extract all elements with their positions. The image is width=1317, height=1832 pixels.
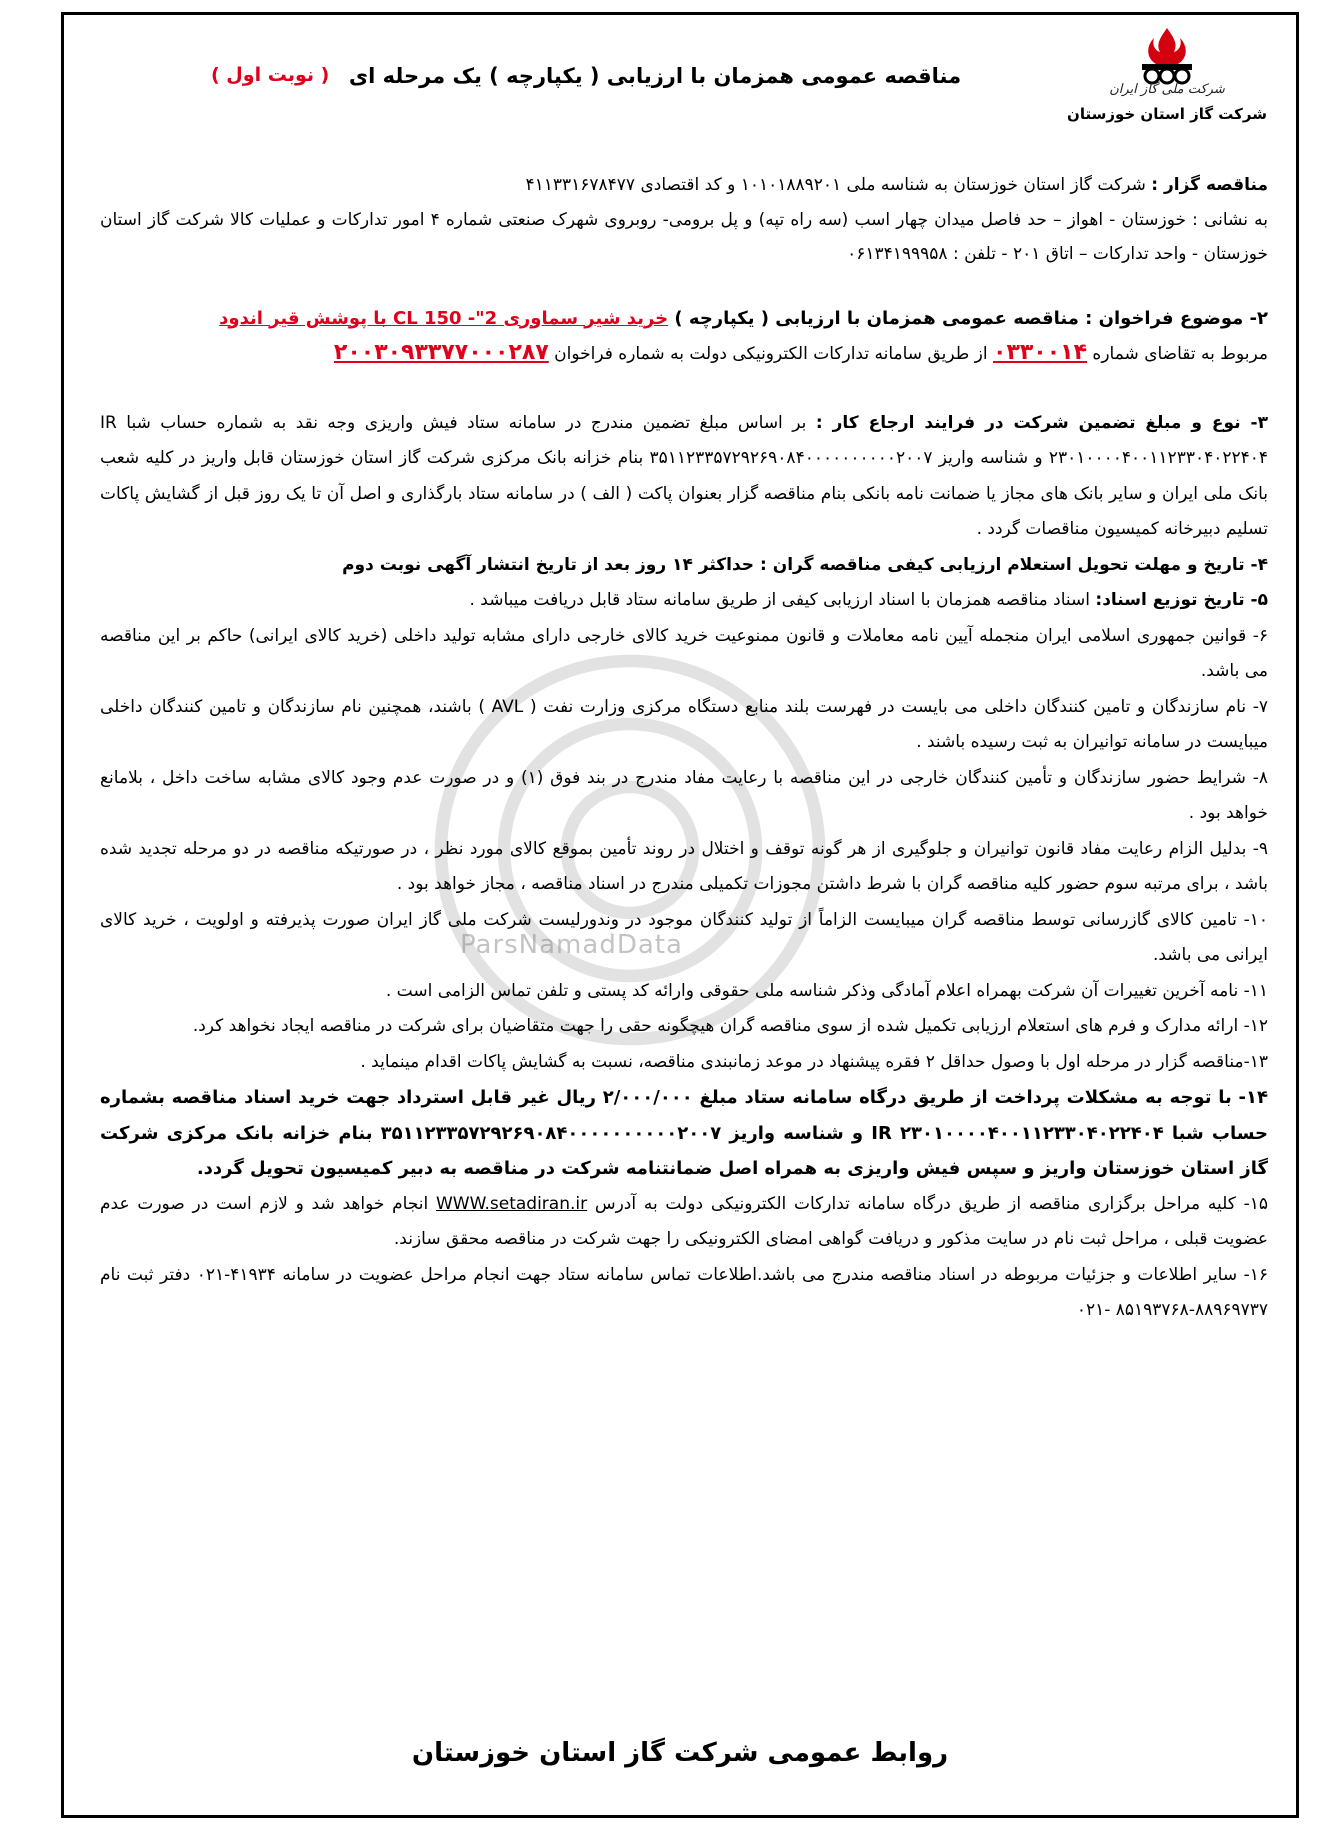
request-line (100, 336, 1268, 372)
clause-15-text-a: ۱۵- کلیه مراحل برگزاری مناقصه از طریق درگاه سامانه تدارکات الکترونیکی دولت به آدرس (587, 1193, 1268, 1214)
clause-15 (100, 1187, 1268, 1258)
watermark-text: ParsNamadData (460, 930, 683, 960)
distribution-paragraph (100, 583, 1268, 619)
guarantee-text: بر اساس مبلغ تضمین مندرج در سامانه ستاد فیش واریزی وجه نقد به شماره حساب شبا IR ۲۳۰۱۰۰۰۰۴۰۰۱۱۲۳۳۰۴۰۲۲۴۰۴ و شناسه واریز ۳۵۱۱۲۳۳۵۷۲۹۲۶۹۰۸۴۰۰۰۰۰۰۰۰۰۰۲۰۰۷ بنام خزانه بانک مرکزی شرکت گاز استان خوزستان قابل واریز در کلیه شعب بانک ملی ایران و سایر بانک های مجاز یا ضمانت نامه بانکی بنام مناقصه گزار بعنوان پاکت ( الف ) در سامانه ستاد بارگذاری و اصل آن تا یک روز قبل از گشایش پاکات تسلیم دبیرخانه کمیسیون مناقصات گردد . (100, 412, 1268, 539)
distribution-label: ۵- تاریخ توزیع اسناد: (1095, 590, 1268, 610)
guarantee-label: ۳- نوع و مبلغ تضمین شرکت در فرایند ارجاع کار : (815, 412, 1269, 433)
round-label: ( نوبت اول ) (211, 64, 330, 86)
subject-red-text: خرید شیر سماوری CL 150 -"2 با پوشش قیر اندود (219, 307, 669, 329)
request-text-b: از طریق سامانه تدارکات الکترونیکی دولت به شماره فراخوان (554, 344, 988, 364)
clause-8: ۸- شرایط حضور سازندگان و تأمین کنندگان خارجی در این مناقصه با رعایت مفاد مندرج در بند فوق (۱) و در صورت عدم وجود کالای مشابه ساخت داخل ، بلامانع خواهد بود . (100, 767, 1268, 823)
distribution-text: اسناد مناقصه همزمان با اسناد ارزیابی کیفی از طریق سامانه ستاد قابل دریافت میباشد . (469, 590, 1096, 610)
notice-body (100, 168, 1268, 1329)
setadiran-link[interactable]: WWW.setadiran.ir (436, 1193, 588, 1214)
clause-14: ۱۴- با توجه به مشکلات پرداخت از طریق درگاه سامانه ستاد مبلغ ۲/۰۰۰/۰۰۰ ریال غیر قابل استرداد جهت خرید اسناد مناقصه بشماره حساب شبا IR ۲۳۰۱۰۰۰۰۴۰۰۱۱۲۳۳۰۴۰۲۲۴۰۴ و شناسه واریز ۳۵۱۱۲۳۳۵۷۲۹۲۶۹۰۸۴۰۰۰۰۰۰۰۰۰۰۲۰۰۷ بنام خزانه بانک مرکزی شرکت گاز استان خوزستان واریز و سپس فیش واریزی به همراه اصل ضمانتنامه شرکت در مناقصه به دبیر کمیسیون تحویل گردد. (100, 1087, 1269, 1179)
header (61, 12, 1299, 162)
page-title: مناقصه عمومی همزمان با ارزیابی ( یکپارچه ) یک مرحله ای (348, 64, 962, 88)
deadline-paragraph (100, 548, 1268, 584)
subject-line (100, 302, 1268, 337)
clause-12: ۱۲- ارائه مدارک و فرم های استعلام ارزیابی تکمیل شده از سوی مناقصه گران هیچگونه حقی را جهت متقاضیان برای شرکت در مناقصه ایجاد نخواهد کرد. (192, 1016, 1268, 1036)
subject-label: ۲- موضوع فراخوان : مناقصه عمومی همزمان با ارزیابی ( یکپارچه ) (674, 307, 1268, 329)
deadline-text: حداکثر ۱۴ روز بعد از تاریخ انتشار آگهی نوبت دوم (342, 554, 760, 575)
request-number: ۰۳۳۰۰۱۴ (993, 340, 1088, 365)
clause-10: ۱۰- تامین کالای گازرسانی توسط مناقصه گران میبایست الزاماً از تولید کنندگان موجود در وندورلیست شرکت ملی گاز ایران صورت پذیرفته و اولویت ، خرید کالای ایرانی می باشد. (100, 909, 1268, 965)
tenderer-line (100, 168, 1268, 203)
address-text: به نشانی : خوزستان - اهواز – حد فاصل میدان چهار اسب (سه راه تپه) و پل برومی- روبروی شهرک صنعتی شماره ۴ امور تدارکات و عملیات کالا شرکت گاز استان خوزستان - واحد تدارکات – اتاق ۲۰۱ - تلفن : ۰۶۱۳۴۱۹۹۹۵۸ (100, 209, 1268, 264)
clause-15-text-b: انجام خواهد شد و لازم است در صورت عدم عضویت قبلی ، مراحل ثبت نام در سایت مذکور و دریافت گواهی امضای الکترونیکی را جهت شرکت در مناقصه محقق سازند. (100, 1193, 1268, 1249)
tenderer-label: مناقصه گزار : (1151, 175, 1268, 195)
logo-script-text: شرکت ملی گاز ایران (1109, 82, 1225, 97)
request-text-a: مربوط به تقاضای شماره (1092, 344, 1268, 364)
clause-11: ۱۱- نامه آخرین تغییرات آن شرکت بهمراه اعلام آمادگی وذکر شناسه ملی حقوقی وارائه کد پستی و تلفن تماس الزامی است . (385, 980, 1268, 1001)
gas-flame-logo-icon (1132, 24, 1202, 86)
footer-signature: روابط عمومی شرکت گاز استان خوزستان (411, 1738, 949, 1768)
company-name: شرکت گاز استان خوزستان (1067, 105, 1267, 123)
guarantee-paragraph (100, 406, 1268, 548)
clause-6: ۶- قوانین جمهوری اسلامی ایران منجمله آیین نامه معاملات و قانون ممنوعیت خرید کالای خارجی دارای مشابه تولید داخلی (خرید کالای ایرانی) حاکم بر این مناقصه می باشد. (100, 625, 1268, 681)
clause-7: ۷- نام سازندگان و تامین کنندگان داخلی می بایست در فهرست بلند منابع دستگاه مرکزی وزارت نفت ( AVL ) باشند، همچنین نام سازندگان و تامین کنندگان داخلی میبایست در سامانه توانیران به ثبت رسیده باشند . (100, 696, 1268, 752)
tenderer-text: شرکت گاز استان خوزستان به شناسه ملی ۱۰۱۰۱۸۸۹۲۰۱ و کد اقتصادی ۴۱۱۳۳۱۶۷۸۴۷۷ (525, 175, 1152, 195)
clause-9: ۹- بدلیل الزام رعایت مفاد قانون توانیران و جلوگیری از هر گونه توقف و اختلال در روند تأمین بموقع کالای مورد نظر ، در صورتیکه مناقصه در دو مرحله تجدید شده باشد ، برای مرتبه سوم حضور کلیه مناقصه گران با شرط داشتن مجوزات تکمیلی مندرج در اسناد مناقصه ، مجاز خواهد بود . (100, 838, 1268, 894)
clause-13: ۱۳-مناقصه گزار در مرحله اول با وصول حداقل ۲ فقره پیشنهاد در موعد زمانبندی مناقصه، نسبت به گشایش پاکات اقدام مینماید . (360, 1051, 1268, 1072)
call-number: ۲۰۰۳۰۹۳۳۷۷۰۰۰۲۸۷ (333, 340, 549, 365)
clause-16: ۱۶- سایر اطلاعات و جزئیات مربوطه در اسناد مناقصه مندرج می باشد.اطلاعات تماس سامانه ستاد جهت انجام مراحل عضویت در سامانه ۴۱۹۳۴-۰۲۱ دفتر ثبت نام ۸۸۹۶۹۷۳۷-۸۵۱۹۳۷۶۸ -۰۲۱ (100, 1264, 1268, 1320)
deadline-label: ۴- تاریخ و مهلت تحویل استعلام ارزیابی کیفی مناقصه گران : (759, 554, 1268, 575)
company-logo (1057, 24, 1277, 123)
